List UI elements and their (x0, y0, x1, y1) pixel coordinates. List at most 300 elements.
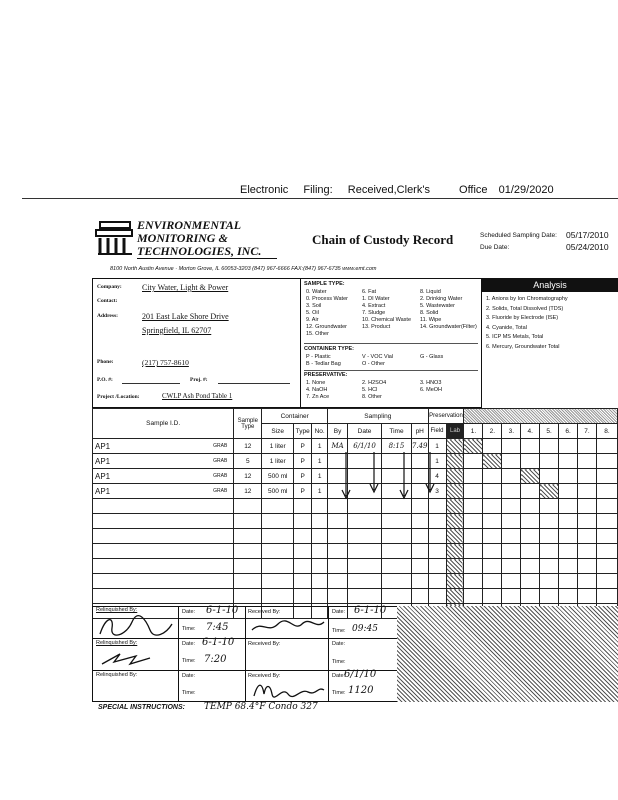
analysis-cell (521, 574, 540, 589)
st-extract: 4. Extract (362, 303, 386, 309)
analysis-cell (521, 529, 540, 544)
analysis-cell (559, 514, 578, 529)
time-label-1: Time: (182, 626, 196, 632)
date-label-6: Date: (332, 673, 346, 679)
page-edge (22, 198, 618, 199)
analysis-cell (578, 499, 597, 514)
analysis-col-6: 6. (559, 424, 578, 439)
analysis-cell (559, 469, 578, 484)
analysis-cell (464, 499, 483, 514)
time-label-4: Time: (332, 659, 346, 665)
company-label: Company: (97, 284, 122, 290)
special-instructions-label: SPECIAL INSTRUCTIONS: (98, 704, 185, 711)
cell-size: 1 liter (262, 454, 294, 469)
pres-hcl: 5. HCl (362, 387, 378, 393)
cell-no (312, 529, 328, 544)
sample-id-cell (93, 454, 234, 469)
analysis-cell (464, 439, 483, 454)
cell-stype (234, 559, 262, 574)
cell-time (382, 559, 412, 574)
table-row (93, 589, 618, 604)
analysis-cell (464, 454, 483, 469)
emt-logo-icon (94, 218, 134, 258)
special-instructions-value: TEMP 68.4°F Condo 327 (204, 702, 318, 712)
cell-stype (234, 499, 262, 514)
analysis-cell (596, 559, 617, 574)
analysis-cell (464, 529, 483, 544)
cell-field (428, 574, 446, 589)
header-preservation: Preservation (428, 409, 464, 424)
analysis-cell (502, 499, 521, 514)
analysis-cell (521, 544, 540, 559)
analysis-cell (559, 529, 578, 544)
cell-date (348, 529, 382, 544)
analysis-cell (483, 529, 502, 544)
analysis-item-1: 1. Anions by Ion Chromatography (486, 296, 568, 302)
cell-time (382, 589, 412, 604)
cell-stype: 12 (234, 439, 262, 454)
cell-date: 6/1/10 (348, 439, 382, 454)
st-process-water: 0. Process Water (306, 296, 348, 302)
analysis-cell (578, 574, 597, 589)
relinquish-time-1: 7:45 (206, 622, 229, 633)
analysis-item-6: 6. Mercury, Groundwater Total (486, 343, 560, 350)
analysis-cell (502, 514, 521, 529)
cell-ph (411, 559, 428, 574)
analysis-cell (578, 484, 597, 499)
phone-label: Phone: (97, 359, 114, 365)
table-row (93, 574, 618, 589)
cell-date (348, 559, 382, 574)
analysis-cell (559, 544, 578, 559)
sampling-date-label: Scheduled Sampling Date: (480, 232, 557, 239)
analysis-col-2: 2. (483, 424, 502, 439)
analysis-cell (464, 484, 483, 499)
header-ph: pH (411, 424, 428, 439)
cell-by (328, 589, 348, 604)
cell-stype: 12 (234, 469, 262, 484)
cell-size: 500 ml (262, 469, 294, 484)
analysis-cell (464, 559, 483, 574)
cell-lab (446, 484, 464, 499)
sample-id: AP1 (95, 441, 111, 451)
ct-glass: G - Glass (420, 354, 444, 360)
cell-by (328, 514, 348, 529)
cell-no (312, 544, 328, 559)
analysis-cell (464, 469, 483, 484)
cell-ctype (294, 529, 312, 544)
cell-no (312, 559, 328, 574)
analysis-cell (483, 559, 502, 574)
stamp-office: Office (459, 184, 488, 196)
pres-naoh: 4. NaOH (306, 387, 328, 393)
date-label-5: Date: (182, 673, 196, 679)
cell-field: 1 (428, 439, 446, 454)
analysis-cell (559, 454, 578, 469)
cell-time (382, 544, 412, 559)
header-time: Time (382, 424, 412, 439)
sample-id-cell (93, 544, 234, 559)
sample-id-cell (93, 499, 234, 514)
analysis-cell (596, 589, 617, 604)
analysis-cell (578, 469, 597, 484)
cell-lab (446, 439, 464, 454)
pres-col2 (362, 380, 386, 401)
cell-size (262, 574, 294, 589)
analysis-cell (464, 544, 483, 559)
analysis-item-2: 2. Solids, Total Dissolved (TDS) (486, 305, 564, 312)
st-oil: 5. Oil (306, 310, 319, 316)
cell-ph (411, 574, 428, 589)
cell-ctype (294, 574, 312, 589)
analysis-cell (483, 454, 502, 469)
cell-ctype (294, 514, 312, 529)
pres-none: 1. None (306, 380, 326, 386)
cell-field (428, 514, 446, 529)
analysis-cell (596, 514, 617, 529)
analysis-cell (559, 559, 578, 574)
cell-lab (446, 589, 464, 604)
cell-ph: 7.49 (411, 439, 428, 454)
cell-lab (446, 529, 464, 544)
legend-divider-1 (304, 343, 478, 344)
cell-time (382, 529, 412, 544)
analysis-cell (578, 589, 597, 604)
cell-size (262, 589, 294, 604)
sample-type-col1 (306, 289, 348, 338)
analysis-cell (464, 589, 483, 604)
sample-type-heading: SAMPLE TYPE: (304, 281, 345, 287)
cell-ctype (294, 559, 312, 574)
analysis-cell (559, 574, 578, 589)
analysis-cell (502, 544, 521, 559)
received-time-1: 09:45 (352, 624, 378, 634)
analysis-cell (521, 469, 540, 484)
analysis-cell (540, 484, 559, 499)
cell-by (328, 574, 348, 589)
stamp-date: 01/29/2020 (498, 184, 554, 196)
cell-time (382, 574, 412, 589)
received-time-3: 1120 (348, 685, 374, 696)
analysis-cell (596, 469, 617, 484)
analysis-cell (540, 559, 559, 574)
cell-stype (234, 514, 262, 529)
analysis-cell (502, 484, 521, 499)
company-name-1: ENVIRONMENTAL (137, 218, 242, 232)
cell-by (328, 544, 348, 559)
analysis-item-3: 3. Fluoride by Electrode (ISE) (486, 315, 559, 321)
st-liquid: 8. Liquid (420, 289, 441, 295)
analysis-item-5: 5. ICP MS Metals, Total (486, 334, 544, 340)
analysis-cell (521, 499, 540, 514)
cell-lab (446, 574, 464, 589)
cell-ctype: P (294, 439, 312, 454)
analysis-col-4: 4. (521, 424, 540, 439)
analysis-cell (559, 439, 578, 454)
analysis-cell (483, 499, 502, 514)
ct-tedlar-bag: B - Tedlar Bag (306, 361, 341, 367)
cell-lab (446, 559, 464, 574)
time-label-2: Time: (332, 628, 346, 634)
cell-size: 1 liter (262, 439, 294, 454)
analysis-cell (596, 484, 617, 499)
cell-no: 1 (312, 439, 328, 454)
analysis-cell (578, 454, 597, 469)
cell-date (348, 514, 382, 529)
analysis-cell (596, 499, 617, 514)
cell-stype: 12 (234, 484, 262, 499)
header-size: Size (262, 424, 294, 439)
analysis-cell (578, 544, 597, 559)
st-di-water: 1. DI Water (362, 296, 390, 302)
table-row (93, 544, 618, 559)
ct-other: O - Other (362, 361, 385, 367)
proj-label: Proj. #: (190, 377, 208, 383)
analysis-list (486, 295, 568, 352)
analysis-cell (521, 439, 540, 454)
analysis-cell (502, 589, 521, 604)
analysis-cell (521, 454, 540, 469)
pres-other: 8. Other (362, 394, 382, 400)
cell-time: 8:15 (382, 439, 412, 454)
client-divider (300, 278, 301, 408)
cell-size (262, 559, 294, 574)
analysis-col-5: 5. (540, 424, 559, 439)
table-row (93, 529, 618, 544)
stamp-filing: Filing: (303, 184, 333, 196)
sample-id-cell (93, 469, 234, 484)
cell-date (348, 589, 382, 604)
analysis-cell (596, 544, 617, 559)
table-row (93, 514, 618, 529)
cell-ctype (294, 589, 312, 604)
analysis-cell (540, 454, 559, 469)
address-label: Address: (97, 313, 118, 319)
sample-id-cell (93, 484, 234, 499)
analysis-cell (540, 574, 559, 589)
relinquished-label-1: Relinquished By: (96, 607, 138, 613)
sample-id-cell (93, 559, 234, 574)
analysis-cell (578, 514, 597, 529)
location-value: CWLP Ash Pond Table 1 (162, 392, 233, 400)
cell-ctype: P (294, 484, 312, 499)
analysis-cell (521, 514, 540, 529)
cell-by (328, 559, 348, 574)
legend-divider-2 (304, 370, 478, 371)
header-no: No. (312, 424, 328, 439)
grab-label: GRAB (213, 473, 228, 479)
analysis-cell (502, 559, 521, 574)
analysis-cell (502, 529, 521, 544)
header-lab-text: Lab (449, 428, 460, 434)
analysis-cell (483, 484, 502, 499)
analysis-col-8: 8. (596, 424, 617, 439)
analysis-cell (502, 574, 521, 589)
st-groundwater: 12. Groundwater (306, 324, 347, 330)
analysis-cell (540, 589, 559, 604)
cell-size: 500 ml (262, 484, 294, 499)
stamp-electronic: Electronic (240, 184, 289, 196)
pres-hno3: 3. HNO3 (420, 380, 442, 386)
sampling-date: 05/17/2010 (566, 230, 609, 240)
address-line-1: 201 East Lake Shore Drive (142, 312, 229, 321)
cell-by: MA (328, 439, 348, 454)
date-label-1: Date: (182, 609, 196, 615)
cell-no: 1 (312, 454, 328, 469)
sample-id-cell (93, 589, 234, 604)
grab-label: GRAB (213, 488, 228, 494)
relinquish-time-2: 7:20 (204, 654, 227, 665)
st-product: 13. Product (362, 324, 391, 330)
analysis-cell (559, 499, 578, 514)
sample-id-cell (93, 574, 234, 589)
lab-use-shaded-area (397, 606, 618, 702)
sample-id: AP1 (95, 456, 111, 466)
table-row (93, 559, 618, 574)
po-line (122, 383, 180, 384)
st-sludge: 7. Sludge (362, 310, 386, 316)
address-line-2: Springfield, IL 62707 (142, 326, 212, 335)
date-label-2: Date: (332, 609, 346, 615)
sample-id-cell (93, 529, 234, 544)
cell-field: 1 (428, 454, 446, 469)
analysis-cell (578, 559, 597, 574)
header-analysis-band (464, 409, 618, 424)
handwritten-arrows (330, 448, 440, 508)
st-air: 9. Air (306, 317, 319, 323)
ct-voc-vial: V - VOC Vial (362, 354, 394, 360)
pres-col3 (420, 380, 442, 394)
cell-ctype (294, 544, 312, 559)
analysis-heading: Analysis (482, 278, 618, 292)
analysis-cell (502, 469, 521, 484)
container-type-heading: CONTAINER TYPE: (304, 346, 355, 352)
company-value: City Water, Light & Power (142, 283, 229, 292)
analysis-cell (521, 484, 540, 499)
analysis-cell (483, 544, 502, 559)
cell-field (428, 544, 446, 559)
cell-stype (234, 529, 262, 544)
cell-stype (234, 544, 262, 559)
sample-type-col3 (420, 289, 477, 331)
analysis-cell (521, 559, 540, 574)
analysis-cell (596, 454, 617, 469)
cell-date (348, 544, 382, 559)
cell-stype (234, 574, 262, 589)
grab-label: GRAB (213, 458, 228, 464)
cell-ph (411, 514, 428, 529)
contact-label: Contact: (97, 298, 118, 304)
cell-size (262, 499, 294, 514)
header-sample-type: Sample Type (234, 409, 262, 439)
cell-lab (446, 514, 464, 529)
sample-id-cell (93, 514, 234, 529)
st-solid: 8. Solid (420, 310, 439, 316)
cell-no (312, 514, 328, 529)
cell-field (428, 559, 446, 574)
analysis-cell (559, 589, 578, 604)
date-label-3: Date: (182, 641, 196, 647)
phone-value: (217) 757-8610 (142, 358, 189, 367)
analysis-cell (596, 439, 617, 454)
cell-field: 3 (428, 484, 446, 499)
relinquished-label-3: Relinquished By: (96, 672, 138, 678)
received-date-3: 6/1/10 (344, 669, 377, 680)
analysis-cell (596, 574, 617, 589)
header-type: Type (294, 424, 312, 439)
cell-ph (411, 589, 428, 604)
analysis-cell (540, 439, 559, 454)
analysis-cell (540, 499, 559, 514)
company-name (137, 219, 261, 258)
st-drinking-water: 2. Drinking Water (420, 296, 463, 302)
cell-stype: 5 (234, 454, 262, 469)
sample-type-col2 (362, 289, 411, 331)
cell-field (428, 589, 446, 604)
pres-meoh: 6. MeOH (420, 387, 443, 393)
analysis-item-4: 4. Cyanide, Total (486, 324, 527, 331)
relinquish-date-1: 6-1-10 (206, 605, 239, 616)
signature-4 (252, 680, 326, 700)
cell-ctype: P (294, 469, 312, 484)
cell-size (262, 514, 294, 529)
st-soil: 3. Soil (306, 303, 322, 309)
relinquished-label-2: Relinquished By: (96, 640, 138, 646)
analysis-cell (483, 439, 502, 454)
st-other: 15. Other (306, 331, 329, 337)
analysis-cell (502, 439, 521, 454)
analysis-cell (464, 574, 483, 589)
cell-size (262, 544, 294, 559)
location-label: Project /Location: (97, 394, 140, 400)
analysis-cell (483, 469, 502, 484)
due-date-label: Due Date: (480, 244, 510, 251)
analysis-cell (559, 484, 578, 499)
custody-col-1 (178, 606, 179, 702)
analysis-cell (502, 454, 521, 469)
due-date: 05/24/2010 (566, 242, 609, 252)
cell-no (312, 499, 328, 514)
cell-lab (446, 454, 464, 469)
st-wastewater: 5. Wastewater (420, 303, 455, 309)
st-fat: 6. Fat (362, 289, 377, 295)
analysis-cell (578, 439, 597, 454)
analysis-cell (483, 574, 502, 589)
time-label-3: Time: (182, 658, 196, 664)
analysis-cell (578, 529, 597, 544)
sample-table (92, 408, 618, 619)
analysis-cell (483, 514, 502, 529)
header-by: By (328, 424, 348, 439)
cell-ph (411, 529, 428, 544)
cell-ctype: P (294, 454, 312, 469)
custody-col-3 (328, 606, 329, 702)
analysis-cell (540, 544, 559, 559)
ct-plastic: P - Plastic (306, 354, 331, 360)
analysis-cell (540, 469, 559, 484)
st-groundwater-filter: 14. Groundwater(Filter) (420, 324, 477, 330)
analysis-cell (521, 589, 540, 604)
sample-id: AP1 (95, 471, 111, 481)
filing-stamp (240, 184, 554, 196)
pres-zn-ace: 7. Zn Ace (306, 394, 330, 400)
header-sampling: Sampling (328, 409, 428, 424)
analysis-cell (483, 589, 502, 604)
signature-3 (100, 650, 160, 668)
cell-field: 4 (428, 469, 446, 484)
proj-line (218, 383, 290, 384)
header-date: Date (348, 424, 382, 439)
